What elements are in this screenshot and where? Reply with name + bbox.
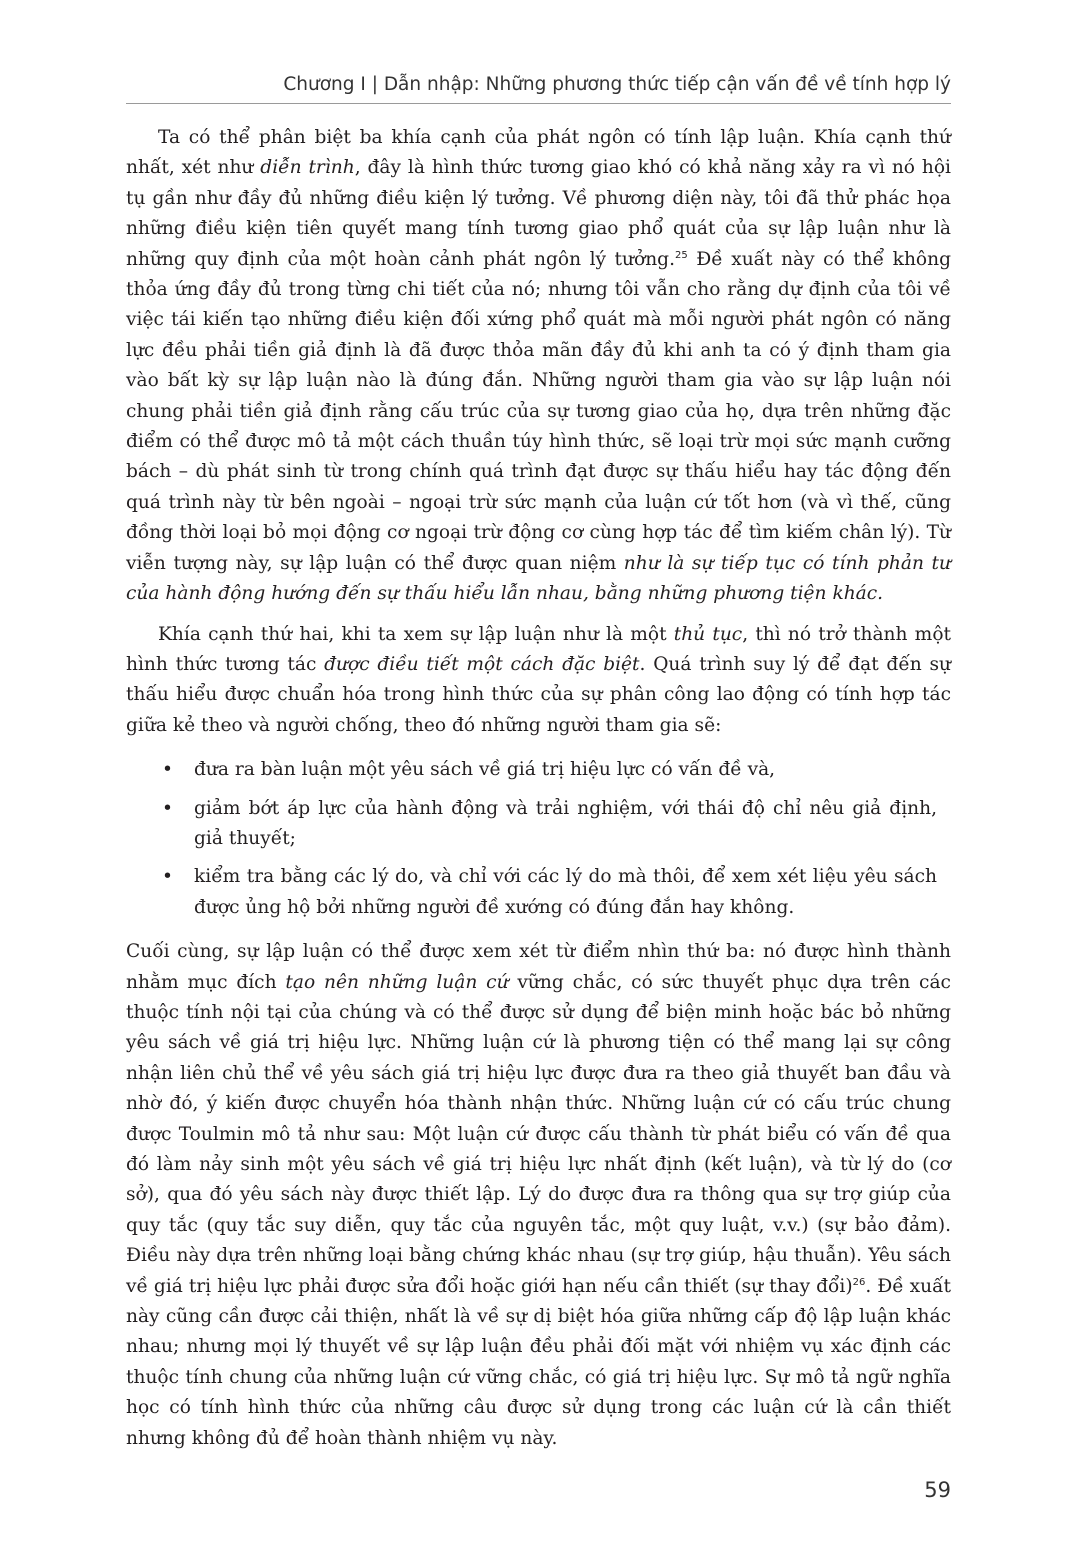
paragraph-3-text-b: vững chắc, có sức thuyết phục dựa trên các thuộc tính nội tại của chúng và có thể được sử dụng để biện minh hoặc bác bỏ những yêu sách về giá trị hiệu lực. Những luận cứ là phương tiện có thể mang lại sự công nhận liên chủ thể về yêu sách giá trị hiệu lực được đưa ra theo giả thuyết ban đầu và nhờ đó, ý kiến được chuyển hóa thành nhận thức. Những luận cứ có cấu trúc chung được Toulmin mô tả như sau: Một luận cứ được cấu thành từ phát biểu có vấn đề qua đó làm nảy sinh một yêu sách về giá trị hiệu lực nhất định (kết luận), và từ lý do (cơ sở), qua đó yêu sách này được thiết lập. Lý do được đưa ra thông qua sự trợ giúp của quy tắc (quy tắc suy diễn, quy tắc của nguyên tắc, một quy luật, v.v.) (sự bảo đảm). Điều này dựa trên những loại bằng chứng khác nhau (sự trợ giúp, hậu thuẫn). Yêu sách về giá trị hiệu lực phải được sửa đổi hoặc giới hạn nếu cần thiết (sự thay đổi) <box>126 971 951 1297</box>
paragraph-1 <box>126 123 951 610</box>
bullet-marker: • <box>162 797 173 819</box>
paragraph-1-emphasis-a: diễn trình <box>260 157 355 179</box>
bullet-marker: • <box>162 866 173 888</box>
paragraph-3-text-c: . Đề xuất này cũng cần được cải thiện, nhất là về sự dị biệt hóa giữa những cấp độ lập luận khác nhau; nhưng mọi lý thuyết về sự lập luận đều phải đối mặt với nhiệm vụ xác định các thuộc tính chung của những luận cứ vững chắc, có giá trị hiệu lực. Sự mô tả ngữ nghĩa học có tính hình thức của những câu được sử dụng trong các luận cứ là cần thiết nhưng không đủ để hoàn thành nhiệm vụ này. <box>126 1275 951 1449</box>
bullet-marker: • <box>162 759 173 781</box>
list-item <box>162 862 937 923</box>
page-number: 59 <box>924 1478 951 1502</box>
paragraph-1-emphasis-b: như là sự tiếp tục có tính phản tư của hành động hướng đến sự thấu hiểu lẫn nhau, bằng những phương tiện khác. <box>126 552 951 605</box>
paragraph-2-text-c: . Quá trình suy lý để đạt đến sự thấu hiểu được chuẩn hóa trong hình thức của sự phân công lao động có tính hợp tác giữa kẻ theo và người chống, theo đó những người tham gia sẽ: <box>126 653 951 736</box>
list-item <box>162 755 937 785</box>
paragraph-2-text-a: Khía cạnh thứ hai, khi ta xem sự lập luận như là một <box>158 623 674 645</box>
paragraph-2 <box>126 620 951 742</box>
list-item-text: giảm bớt áp lực của hành động và trải nghiệm, với thái độ chỉ nêu giả định, giả thuyết; <box>194 797 937 849</box>
list-item <box>162 794 937 855</box>
paragraph-1-text-c: Đề xuất này có thể không thỏa ứng đầy đủ trong từng chi tiết của nó; nhưng tôi vẫn cho rằng dự định của tôi về việc tái kiến tạo những điều kiện đối xứng phổ quát mà mỗi người phát ngôn có năng lực đều phải tiền giả định là đã được thỏa mãn đầy đủ khi anh ta có ý định tham gia vào bất kỳ sự lập luận nào là đúng đắn. Những người tham gia vào sự lập luận nói chung phải tiền giả định rằng cấu trúc của sự tương giao của họ, dựa trên những đặc điểm có thể được mô tả một cách thuần túy hình thức, sẽ loại trừ mọi sức mạnh cưỡng bách – dù phát sinh từ trong chính quá trình đạt được sự thấu hiểu hay tác động đến quá trình này từ bên ngoài – ngoại trừ sức mạnh của luận cứ tốt hơn (và vì thế, cũng đồng thời loại bỏ mọi động cơ ngoại trừ động cơ cùng hợp tác để tìm kiếm chân lý). Từ viễn tượng này, sự lập luận có thể được quan niệm <box>126 248 951 574</box>
footnote-ref-26[interactable]: 26 <box>852 1276 866 1288</box>
header-rule <box>126 103 951 104</box>
paragraph-1-text-a: Ta có thể phân biệt ba khía cạnh của phát ngôn có tính lập luận. Khía cạnh thứ nhất, xét như <box>126 127 951 179</box>
list-item-text: kiểm tra bằng các lý do, và chỉ với các lý do mà thôi, để xem xét liệu yêu sách được ủng hộ bởi những người đề xướng có đúng đắn hay không. <box>194 866 937 918</box>
page-body <box>126 123 951 1454</box>
paragraph-2-emphasis-b: được điều tiết một cách đặc biệt <box>324 653 640 675</box>
paragraph-1-text-b: , đây là hình thức tương giao khó có khả năng xảy ra vì nó hội tụ gần như đầy đủ những điều kiện lý tưởng. Về phương diện này, tôi đã thử phác họa những điều kiện tiên quyết mang tính tương giao phổ quát của sự lập luận như là những quy định của một hoàn cảnh phát ngôn lý tưởng. <box>126 157 951 270</box>
bullet-list <box>126 755 951 923</box>
paragraph-3-emphasis-a: tạo nên những luận cứ <box>285 971 509 993</box>
footnote-ref-25[interactable]: 25 <box>675 249 688 261</box>
paragraph-3-text-a: Cuối cùng, sự lập luận có thể được xem xét từ điểm nhìn thứ ba: nó được hình thành nhằm mục đích <box>126 941 951 993</box>
paragraph-3 <box>126 937 951 1454</box>
list-item-text: đưa ra bàn luận một yêu sách về giá trị hiệu lực có vấn đề và, <box>194 759 776 781</box>
paragraph-2-emphasis-a: thủ tục <box>673 623 743 645</box>
paragraph-2-text-b: , thì nó trở thành một hình thức tương tác <box>126 623 951 675</box>
running-header: Chương I | Dẫn nhập: Những phương thức tiếp cận vấn đề về tính hợp lý <box>283 74 951 95</box>
